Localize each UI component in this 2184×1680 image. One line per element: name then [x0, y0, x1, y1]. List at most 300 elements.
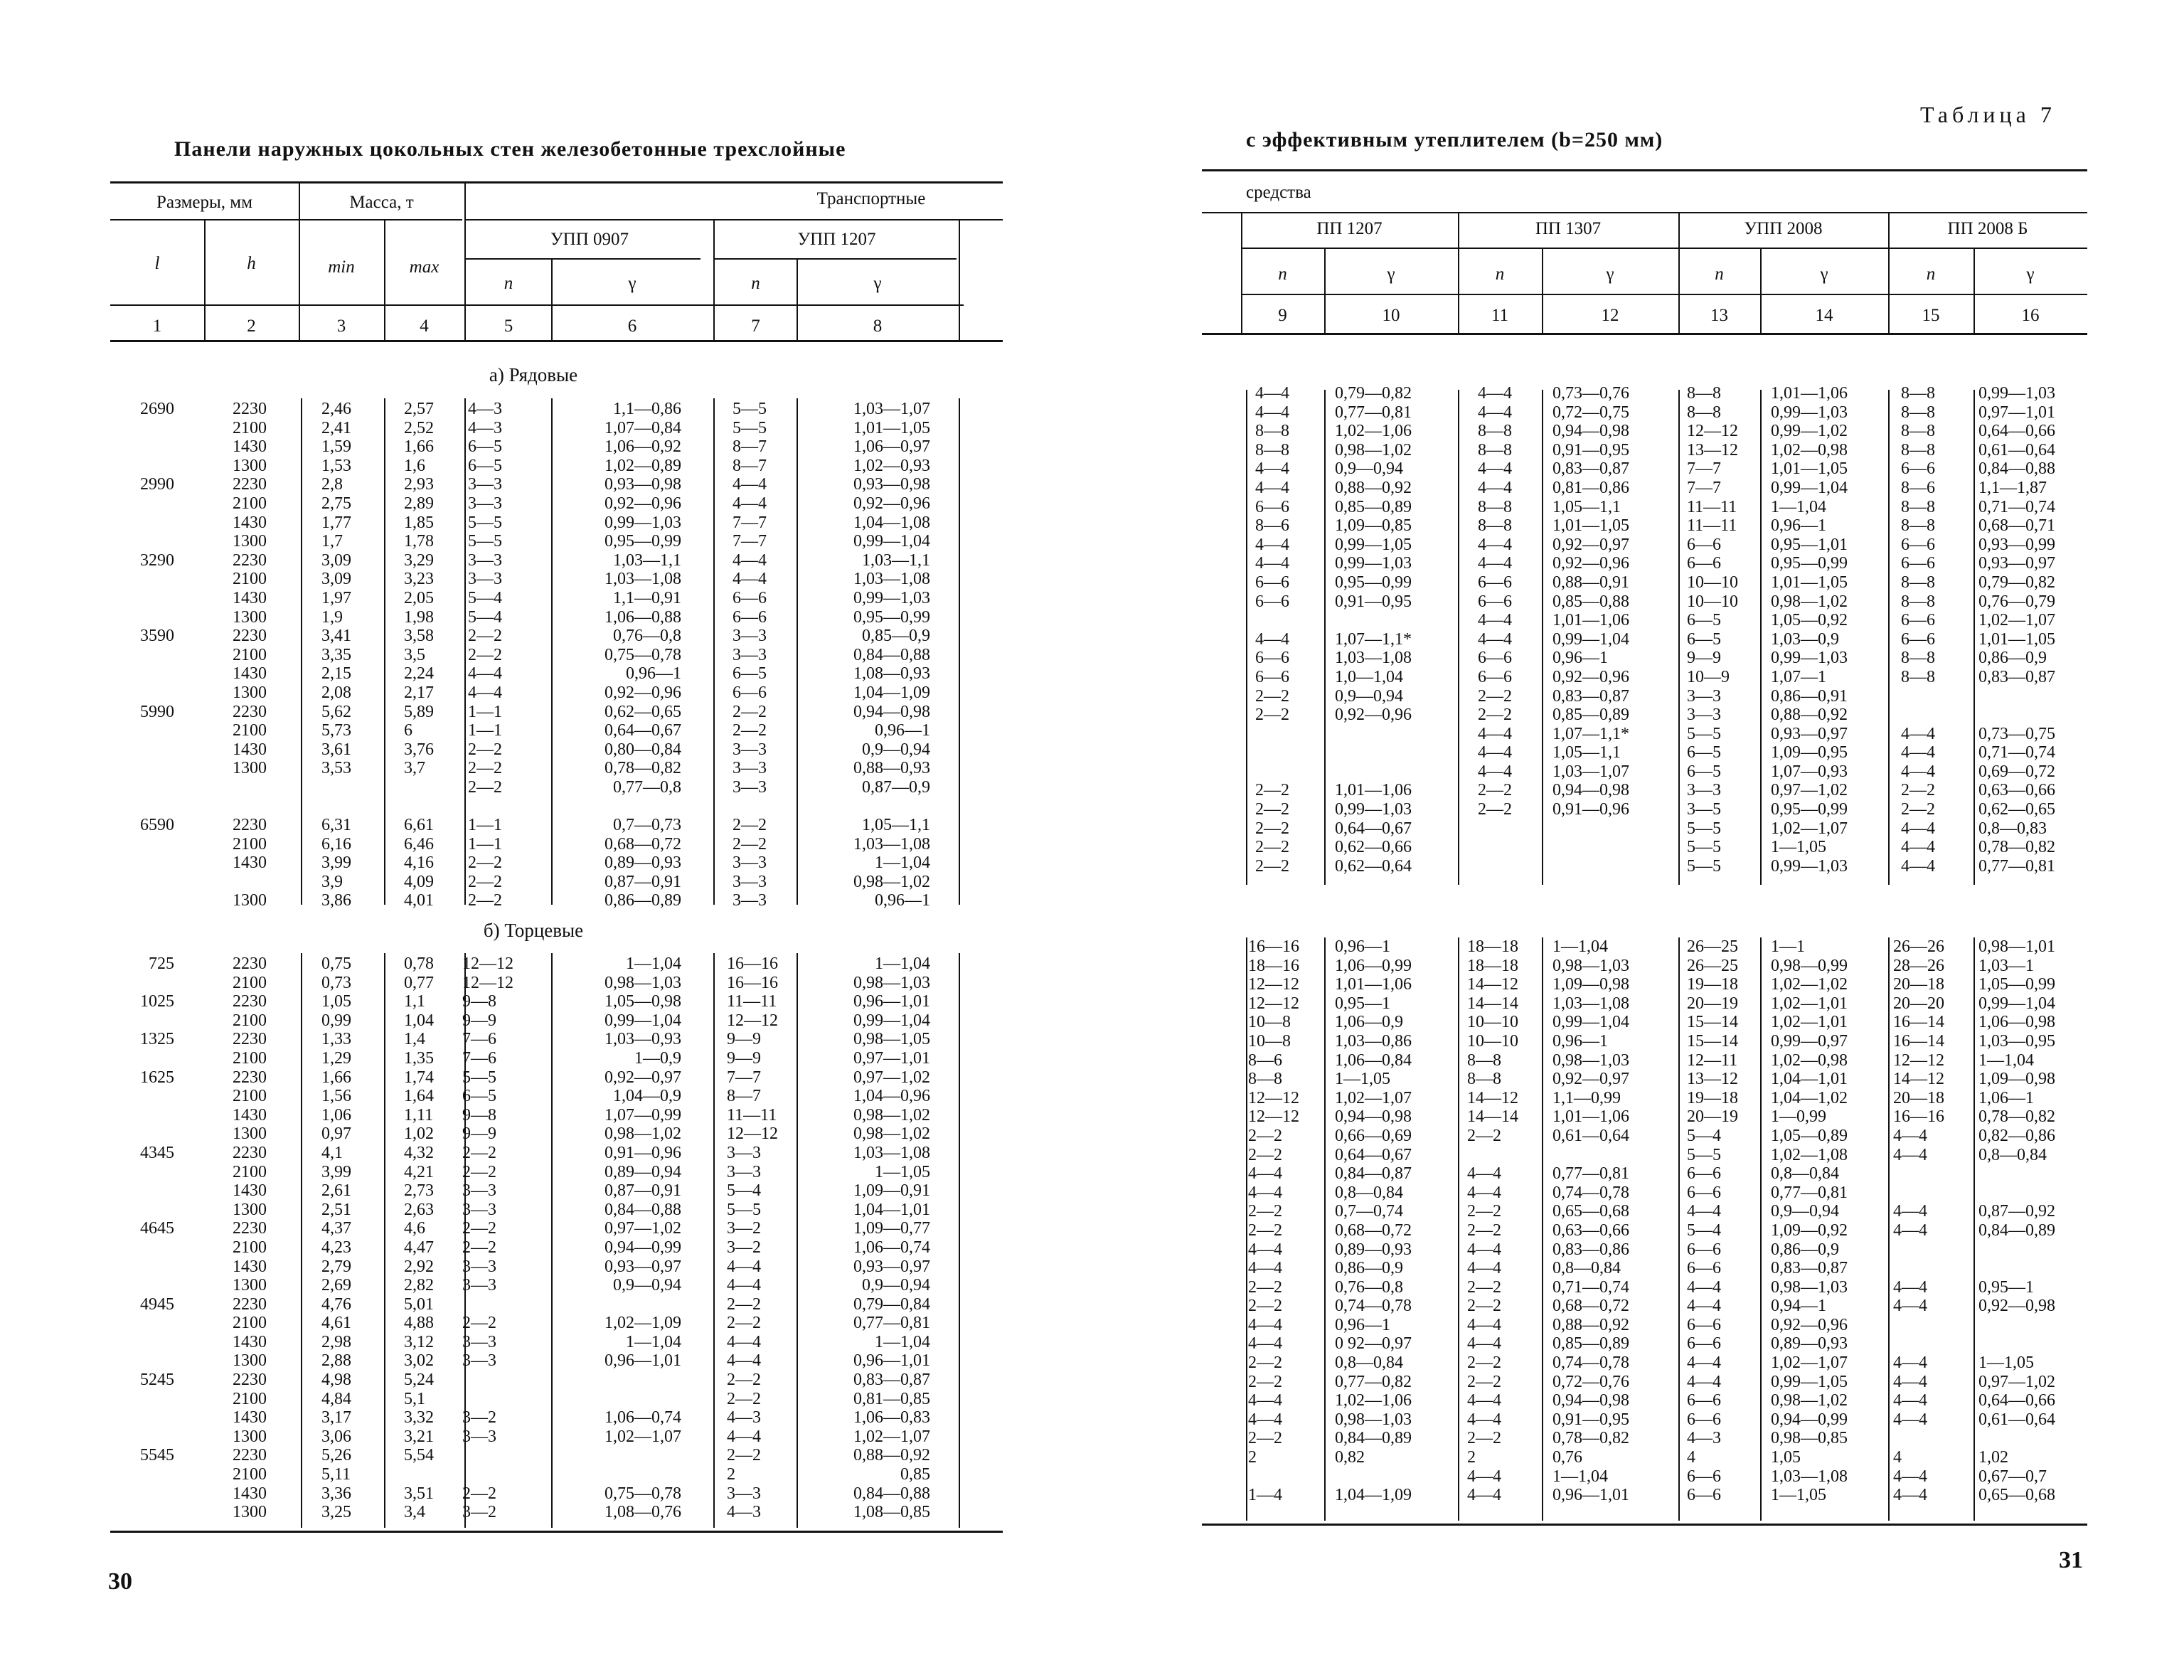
- table-cell: 12—12: [1687, 422, 1738, 441]
- table-cell: 2,61: [321, 1181, 351, 1201]
- table-cell: 0,78: [404, 955, 434, 973]
- header-g14: γ: [1820, 265, 1828, 284]
- table-cell: 0,92—0,96: [853, 494, 930, 513]
- rb-col-n9: [1248, 937, 1323, 1505]
- table-cell: 2—2: [462, 1314, 496, 1333]
- header-n15: n: [1926, 265, 1936, 284]
- table-cell: 0,65—0,68: [1978, 1486, 2055, 1505]
- table-cell: 8—8: [1901, 649, 1935, 668]
- table-cell: 4—4: [727, 1351, 761, 1371]
- table-cell: [1335, 611, 1456, 630]
- b-vline-2: [384, 953, 385, 1528]
- table-cell: [799, 797, 930, 816]
- table-cell: 2—2: [1255, 781, 1289, 800]
- table-cell: 3—3: [1687, 686, 1721, 706]
- table-cell: 1,04—0,9: [613, 1087, 681, 1106]
- table-cell: 1,85: [404, 513, 434, 532]
- table-cell: 0,76—0,8: [1335, 1277, 1403, 1297]
- table-cell: 19—18: [1687, 975, 1738, 994]
- rb-vline-8: [1973, 937, 1975, 1521]
- table-cell: 1—1,04: [1771, 497, 1826, 516]
- table-cell: 3590: [140, 627, 174, 646]
- table-cell: 0,98—1,05: [853, 1030, 930, 1049]
- table-cell: 0,81—0,85: [853, 1389, 930, 1408]
- table-cell: 1,06—0,88: [604, 607, 681, 627]
- table-cell: 6—6: [1687, 1183, 1721, 1202]
- table-cell: 1,4: [404, 1030, 425, 1049]
- table-cell: 14—12: [1467, 975, 1518, 994]
- table-cell: 1—1,04: [626, 1332, 681, 1351]
- table-cell: 2—2: [733, 816, 767, 835]
- table-cell: [1552, 819, 1677, 839]
- table-cell: 0,98—1,02: [853, 1125, 930, 1144]
- table-cell: [1893, 1429, 1971, 1448]
- table-cell: 1,07—1,1*: [1335, 629, 1412, 649]
- table-cell: [114, 1390, 174, 1409]
- b-col-l: [114, 955, 174, 1522]
- table-cell: 0,96—1,01: [604, 1351, 681, 1371]
- table-cell: 3—3: [733, 627, 767, 646]
- table-cell: 2—2: [462, 1162, 496, 1181]
- table-cell: [114, 1258, 174, 1277]
- table-cell: 1,05—1,1: [1552, 497, 1621, 516]
- header-rule-3: [466, 258, 701, 260]
- table-cell: 3,32: [404, 1408, 434, 1428]
- table-cell: 4—4: [1467, 1467, 1501, 1486]
- table-cell: 1,09—0,98: [1978, 1070, 2055, 1089]
- table-cell: 0,99—1,03: [1335, 800, 1412, 819]
- table-cell: 2,69: [321, 1276, 351, 1295]
- table-cell: 0,62—0,64: [1335, 856, 1412, 876]
- table-cell: 4—4: [1478, 403, 1512, 422]
- table-cell: 0,99: [321, 1011, 351, 1030]
- table-cell: [114, 494, 174, 514]
- table-cell: 5,73: [321, 721, 351, 740]
- table-cell: 3,9: [321, 872, 343, 891]
- table-cell: 4—4: [1901, 838, 1935, 857]
- table-cell: 4—4: [1467, 1334, 1501, 1354]
- table-cell: [1978, 1164, 2085, 1184]
- table-cell: 0,8—0,84: [1335, 1354, 1403, 1373]
- table-cell: 0,61—0,64: [1978, 440, 2055, 459]
- table-cell: 2230: [233, 1143, 267, 1162]
- table-cell: 2100: [233, 834, 267, 854]
- table-cell: 6—6: [733, 607, 767, 627]
- table-cell: 2,17: [404, 683, 434, 702]
- table-cell: 4,88: [404, 1314, 434, 1333]
- table-cell: 2—2: [1248, 1372, 1282, 1391]
- table-cell: 3—2: [727, 1219, 761, 1238]
- table-cell: 0,88—0,92: [853, 1446, 930, 1465]
- table-cell: 6—6: [1255, 497, 1289, 516]
- table-cell: 2—2: [1467, 1126, 1501, 1145]
- table-cell: 1025: [140, 992, 174, 1011]
- table-cell: [1893, 1240, 1971, 1260]
- table-cell: 0,84—0,88: [1978, 459, 2055, 479]
- table-cell: 14—12: [1893, 1070, 1944, 1089]
- ra-vline-4: [1542, 390, 1543, 885]
- table-cell: [321, 797, 382, 816]
- table-cell: 5,01: [404, 1294, 434, 1314]
- table-cell: 0,76—0,79: [1978, 592, 2055, 611]
- table-cell: 0,86—0,9: [1771, 1240, 1839, 1259]
- table-cell: 3,21: [404, 1427, 434, 1446]
- table-cell: 1,07—0,93: [1771, 762, 1848, 781]
- table-cell: 0,96—1: [1335, 937, 1390, 956]
- table-cell: 1,09—0,92: [1771, 1221, 1848, 1240]
- table-cell: 1430: [233, 1408, 267, 1428]
- table-cell: 5—5: [1687, 856, 1721, 876]
- table-cell: 4—4: [1893, 1410, 1927, 1429]
- table-cell: 1—1: [468, 721, 502, 740]
- table-cell: 4—3: [727, 1408, 761, 1428]
- colnum-14: 14: [1815, 306, 1833, 325]
- table-cell: 0,85—0,89: [1552, 1334, 1629, 1354]
- table-cell: 2—2: [1255, 856, 1289, 876]
- table-cell: 16—16: [1893, 1107, 1944, 1127]
- table-cell: 0,99—1,03: [853, 588, 930, 607]
- table-cell: 10—8: [1248, 1031, 1291, 1051]
- a-vline-2: [384, 398, 385, 905]
- r-header-top-rule: [1202, 169, 2087, 171]
- table-cell: 5,62: [321, 702, 351, 721]
- a-col-max: [404, 400, 464, 910]
- table-cell: 5,11: [321, 1465, 351, 1484]
- table-cell: 0,92—0,97: [1552, 535, 1629, 554]
- table-cell: 1,33: [321, 1030, 351, 1049]
- table-cell: 0,77—0,81: [1335, 403, 1412, 422]
- header-g10: γ: [1387, 265, 1395, 284]
- table-cell: 4945: [140, 1294, 174, 1314]
- table-cell: 1,04—1,09: [853, 683, 930, 702]
- table-cell: [114, 589, 174, 608]
- table-cell: 4,21: [404, 1162, 434, 1181]
- table-cell: 10—10: [1687, 573, 1738, 592]
- table-cell: 4—4: [1467, 1259, 1501, 1278]
- table-cell: [553, 797, 681, 816]
- table-cell: 8—8: [1901, 440, 1935, 459]
- table-cell: 4—4: [1893, 1126, 1927, 1145]
- table-cell: 2100: [233, 1238, 267, 1257]
- table-cell: 0,94—0,98: [1552, 1391, 1629, 1410]
- table-cell: 2,51: [321, 1200, 351, 1219]
- table-cell: 2—2: [727, 1371, 761, 1390]
- table-cell: 0,94—1: [1771, 1297, 1826, 1316]
- table-cell: 2—2: [1248, 1221, 1282, 1240]
- table-cell: 0,8—0,84: [1978, 1145, 2047, 1164]
- table-cell: 1,05—0,99: [1978, 975, 2055, 994]
- colnum-15: 15: [1922, 306, 1940, 325]
- table-cell: 0,83—0,86: [1552, 1240, 1629, 1259]
- table-cell: 10—10: [1467, 1013, 1518, 1032]
- table-cell: 0,73—0,76: [1552, 384, 1629, 403]
- table-cell: 16—14: [1893, 1031, 1944, 1051]
- table-cell: 4—4: [1248, 1183, 1282, 1202]
- a-col-n5: [468, 400, 550, 910]
- table-cell: 0,92—0,96: [1335, 706, 1412, 725]
- table-cell: 2100: [233, 1162, 267, 1181]
- table-cell: 0,75: [321, 955, 351, 973]
- table-cell: 3,09: [321, 551, 351, 570]
- table-cell: 4—4: [1478, 535, 1512, 554]
- table-cell: 2—2: [468, 740, 502, 759]
- table-cell: 1,07—0,84: [604, 418, 681, 437]
- table-cell: 4,09: [404, 872, 434, 891]
- right-page-number: 31: [2059, 1547, 2083, 1573]
- ra-vline-1: [1246, 390, 1247, 885]
- table-cell: 0,98—1,02: [853, 872, 930, 891]
- table-cell: 4—4: [1467, 1164, 1501, 1184]
- rb-col-g10: [1335, 937, 1456, 1505]
- table-cell: [1893, 1334, 1971, 1354]
- table-cell: 1,03—1,08: [853, 834, 930, 854]
- table-cell: 3,41: [321, 627, 351, 646]
- table-cell: 0,74—0,78: [1335, 1297, 1412, 1316]
- table-cell: 8—6: [1901, 478, 1935, 497]
- table-cell: 0,98—0,99: [1771, 956, 1848, 975]
- table-cell: [114, 1087, 174, 1106]
- table-cell: [114, 457, 174, 476]
- table-cell: 0,95—1: [1978, 1277, 2034, 1297]
- table-cell: 725: [149, 955, 174, 973]
- header-g8: γ: [873, 274, 882, 293]
- table-cell: 0,99—1,05: [1771, 1372, 1848, 1391]
- table-cell: 12—12: [1248, 994, 1299, 1013]
- table-cell: 0,62—0,65: [604, 702, 681, 721]
- table-cell: 0,98—1,03: [1552, 1051, 1629, 1070]
- table-cell: 3,06: [321, 1427, 351, 1446]
- table-cell: 0,77: [404, 973, 434, 992]
- table-cell: 0,99—1,03: [1335, 554, 1412, 573]
- header-transport: Транспортные: [816, 189, 926, 208]
- table-cell: 6—6: [1687, 535, 1721, 554]
- table-cell: [1478, 819, 1540, 839]
- table-cell: 8—8: [1255, 422, 1289, 441]
- table-cell: 3—3: [733, 854, 767, 873]
- table-cell: 3—3: [462, 1200, 496, 1219]
- table-cell: 12—12: [462, 973, 513, 992]
- table-cell: 1—1,04: [875, 955, 930, 973]
- table-cell: 5—5: [1687, 819, 1721, 838]
- table-cell: 12—12: [462, 955, 513, 973]
- table-cell: 6—6: [1901, 629, 1935, 649]
- table-cell: 3—3: [462, 1332, 496, 1351]
- ra-col-n15: [1901, 384, 1972, 876]
- table-cell: 0,92—0,96: [1552, 554, 1629, 573]
- table-cell: 8—8: [1901, 497, 1935, 516]
- table-cell: 8—8: [1901, 592, 1935, 611]
- table-cell: 3—3: [733, 891, 767, 910]
- table-cell: 0,78—0,82: [1978, 1107, 2055, 1127]
- table-cell: 2,46: [321, 400, 351, 418]
- table-cell: 3—3: [462, 1351, 496, 1371]
- section-b-label: б) Торцевые: [483, 920, 584, 941]
- table-cell: 4—4: [1893, 1221, 1927, 1240]
- b-col-g6: [553, 955, 681, 1522]
- table-cell: 4—4: [733, 475, 767, 494]
- table-cell: 0,8—0,84: [1552, 1259, 1621, 1278]
- table-cell: 1,02: [1978, 1448, 2008, 1467]
- colnum-4: 4: [420, 317, 429, 336]
- table-cell: 14—14: [1467, 994, 1518, 1013]
- b-vline-5: [713, 953, 715, 1528]
- table-cell: 4,6: [404, 1219, 425, 1238]
- table-cell: 0,99—1,04: [1552, 1013, 1629, 1032]
- table-cell: 0,97: [321, 1125, 351, 1144]
- table-cell: 4—4: [733, 551, 767, 570]
- table-cell: [1901, 706, 1972, 725]
- table-cell: 1,06—0,74: [604, 1408, 681, 1428]
- table-cell: 1,98: [404, 607, 434, 627]
- table-cell: [114, 437, 174, 457]
- table-cell: 0,95—0,99: [604, 532, 681, 551]
- table-cell: 3,51: [404, 1484, 434, 1503]
- table-cell: 1,03—0,95: [1978, 1031, 2055, 1051]
- rb-col-n15: [1893, 937, 1971, 1505]
- table-cell: 1,01—1,05: [1771, 573, 1848, 592]
- table-cell: 2: [1467, 1448, 1476, 1467]
- table-cell: 6—6: [1255, 667, 1289, 686]
- table-cell: 5—5: [727, 1200, 761, 1219]
- table-cell: 0,89—0,93: [1335, 1240, 1412, 1259]
- table-cell: 0,79—0,82: [1335, 384, 1412, 403]
- table-cell: 1,09—0,98: [1552, 975, 1629, 994]
- table-cell: [114, 1125, 174, 1144]
- table-cell: 8—8: [1248, 1070, 1282, 1089]
- table-cell: 2—2: [1467, 1354, 1501, 1373]
- table-cell: 0,99—1,04: [1771, 478, 1848, 497]
- table-cell: 1300: [233, 1351, 267, 1371]
- table-cell: 0,91—0,95: [1335, 592, 1412, 611]
- table-cell: 0,93—0,97: [604, 1257, 681, 1276]
- table-cell: 8—8: [1901, 573, 1935, 592]
- table-cell: [114, 778, 174, 797]
- table-cell: 6—6: [1478, 649, 1512, 668]
- table-cell: 16—14: [1893, 1013, 1944, 1032]
- table-cell: 6—6: [1687, 1240, 1721, 1259]
- table-cell: 8—6: [1255, 516, 1289, 536]
- table-cell: 0,71—0,74: [1552, 1277, 1629, 1297]
- table-cell: 6—5: [1687, 611, 1721, 630]
- table-cell: 3—3: [727, 1162, 761, 1181]
- table-cell: 6,31: [321, 816, 351, 835]
- table-cell: 8—8: [1901, 516, 1935, 536]
- table-cell: 8—8: [1901, 422, 1935, 441]
- table-cell: 16—16: [727, 955, 778, 973]
- header-l: l: [154, 254, 160, 273]
- table-cell: 8—8: [1255, 440, 1289, 459]
- table-cell: 3,09: [321, 570, 351, 589]
- table-cell: 2—2: [1901, 781, 1935, 800]
- table-cell: 1,1: [404, 992, 425, 1011]
- table-cell: [462, 1390, 548, 1409]
- table-cell: 3—3: [468, 494, 502, 513]
- table-cell: 3—3: [462, 1427, 496, 1446]
- table-cell: 2—2: [727, 1294, 761, 1314]
- table-cell: 0,78—0,82: [1978, 838, 2055, 857]
- table-cell: 2—2: [468, 777, 502, 797]
- table-cell: 1,02—1,01: [1771, 994, 1848, 1013]
- table-cell: 4—4: [1248, 1334, 1282, 1354]
- table-cell: 2—2: [733, 834, 767, 854]
- table-cell: 1—1,04: [1552, 937, 1608, 956]
- table-cell: 2100: [233, 494, 267, 513]
- table-cell: 3—3: [462, 1257, 496, 1276]
- header-g16: γ: [2026, 265, 2035, 284]
- table-cell: 4—4: [1255, 478, 1289, 497]
- a-col-g8: [799, 400, 930, 910]
- table-cell: 1,02—1,02: [1771, 975, 1848, 994]
- table-cell: [114, 1181, 174, 1201]
- table-cell: 1,02—1,06: [1335, 1391, 1412, 1410]
- table-cell: 5,26: [321, 1446, 351, 1465]
- table-cell: 0,62—0,66: [1335, 838, 1412, 857]
- table-cell: 4645: [140, 1219, 174, 1238]
- table-cell: 1,07—0,99: [604, 1105, 681, 1125]
- header-n7: n: [751, 274, 760, 293]
- table-cell: 8—8: [1687, 403, 1721, 422]
- a-col-l: [114, 400, 174, 910]
- table-cell: 1,04—1,08: [853, 513, 930, 532]
- table-cell: [462, 1295, 548, 1314]
- table-cell: 1,07—1: [1771, 667, 1826, 686]
- table-cell: 3,53: [321, 759, 351, 778]
- table-cell: 1,09—0,91: [853, 1181, 930, 1201]
- table-cell: 0,93—0,97: [853, 1257, 930, 1276]
- colnum-8: 8: [873, 317, 883, 336]
- table-cell: 0,86—0,91: [1771, 686, 1848, 706]
- table-cell: 4—4: [733, 494, 767, 513]
- table-cell: 2230: [233, 475, 267, 494]
- table-cell: 11—11: [1687, 516, 1737, 536]
- table-cell: [114, 1163, 174, 1182]
- table-cell: 3—3: [1687, 781, 1721, 800]
- table-cell: 5,54: [404, 1446, 434, 1465]
- table-cell: 1,97: [321, 588, 351, 607]
- table-cell: 2—2: [468, 759, 502, 778]
- table-cell: 2100: [233, 1389, 267, 1408]
- table-cell: 1,02—1,07: [1771, 819, 1848, 838]
- table-cell: 0,77—0,81: [1978, 856, 2055, 876]
- table-cell: 12—12: [727, 1125, 778, 1144]
- table-cell: 1,03—1,07: [853, 400, 930, 418]
- table-cell: 4—4: [1893, 1372, 1927, 1391]
- table-cell: 4—4: [1478, 743, 1512, 762]
- table-cell: 6—6: [1687, 1410, 1721, 1429]
- table-cell: 0,99—1,03: [604, 513, 681, 532]
- table-cell: 1,74: [404, 1068, 434, 1087]
- a-vline-1: [301, 398, 302, 905]
- r-header-bottom-rule: [1202, 333, 2087, 335]
- table-cell: 0,88—0,93: [853, 759, 930, 778]
- table-cell: 26—25: [1687, 937, 1738, 956]
- table-cell: 0,68—0,71: [1978, 516, 2055, 536]
- table-cell: 1,05—1,1: [862, 816, 930, 835]
- table-cell: 2,88: [321, 1351, 351, 1371]
- table-cell: 1,04—1,09: [1335, 1486, 1412, 1505]
- a-vline-6: [797, 398, 798, 905]
- table-cell: 0,8—0,83: [1978, 819, 2047, 838]
- table-cell: [114, 873, 174, 892]
- table-cell: 0,85—0,89: [1552, 706, 1629, 725]
- table-cell: 0,68—0,72: [1552, 1297, 1629, 1316]
- table-cell: [114, 1049, 174, 1068]
- header-n9: n: [1278, 265, 1287, 284]
- table-cell: [114, 1238, 174, 1258]
- table-cell: 2—2: [727, 1389, 761, 1408]
- table-cell: 12—11: [1687, 1051, 1738, 1070]
- table-cell: 0,85—0,89: [1335, 497, 1412, 516]
